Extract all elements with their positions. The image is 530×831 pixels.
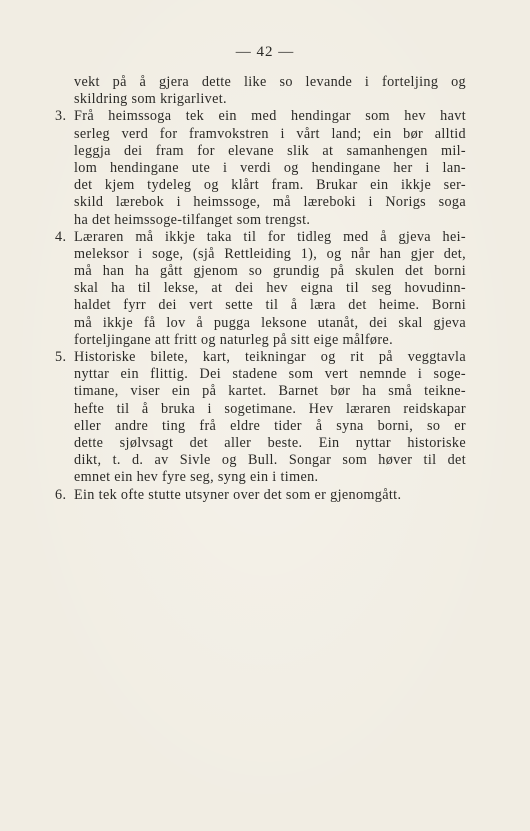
text-line: haldet fyrr dei vert sette til å læra det heime. Borni (74, 297, 466, 314)
list-item-6 (55, 486, 466, 504)
item-number: 6. (55, 486, 67, 503)
text-line: vekt på å gjera dette like so levande i forteljing og (74, 74, 466, 90)
text-line: lom hendingane ute i verdi og hendingane her i lan- (74, 159, 466, 176)
item-number: 5. (55, 349, 67, 365)
item-number: 4. (55, 228, 67, 245)
text-line: det kjem tydeleg og klårt fram. Brukar ein ikkje ser- (74, 177, 466, 194)
text-line: dikt, t. d. av Sivle og Bull. Songar som høver til det (74, 452, 466, 469)
text-line: timane, viser ein på kartet. Barnet bør ha små teikne- (74, 383, 466, 400)
text-line: skild lærebok i heimssoge, må læreboki i Norigs soga (74, 194, 466, 211)
item-number: 3. (55, 108, 67, 125)
text-line: dette sjølvsagt det aller beste. Ein nyttar historiske (74, 434, 466, 451)
text-line: serleg verd for framvokstren i vårt land; ein bør alltid (74, 125, 466, 142)
intro-paragraph (74, 74, 466, 108)
text-line: eller andre ting frå eldre tider å syna borni, so er (74, 417, 466, 434)
list-item-5 (55, 349, 466, 487)
text-line: ha det heimssoge-tilfanget som trengst. (74, 211, 311, 228)
page-number: — 42 — (235, 44, 295, 60)
text-line: Historiske bilete, kart, teikningar og rit på veggtavla (74, 349, 466, 365)
text-line: emnet ein hev fyre seg, syng ein i timen. (74, 469, 319, 486)
text-line: Læraren må ikkje taka til for tidleg med å gjeva hei- (74, 228, 466, 245)
text-line: Frå heimssoga tek ein med hendingar som hev havt (74, 108, 466, 125)
text-line: må han ha gått gjenom so grundig på skulen det borni (74, 263, 466, 280)
text-line: skildring som krigarlivet. (74, 91, 227, 108)
body-text (55, 74, 466, 504)
text-line: leggja dei fram for elevane slik at samanhengen mil- (74, 142, 466, 159)
text-line: må ikkje få lov å pugga leksone utanåt, dei skal gjeva (74, 314, 466, 331)
text-line: forteljingane att fritt og naturleg på sitt eige målføre. (74, 331, 393, 348)
text-line: meleksor i soge, (sjå Rettleiding 1), og når han gjer det, (74, 245, 466, 262)
list-item-4 (55, 228, 466, 349)
text-line: nyttar ein flittig. Dei stadene som vert nemnde i soge- (74, 366, 466, 383)
text-line: skal ha til lekse, at dei hev eigna til seg hovudinn- (74, 280, 466, 297)
text-line: Ein tek ofte stutte utsyner over det som er gjenomgått. (74, 486, 402, 503)
list-item-3 (55, 108, 466, 228)
text-line: hefte til å bruka i sogetimane. Hev læraren reidskapar (74, 400, 466, 417)
